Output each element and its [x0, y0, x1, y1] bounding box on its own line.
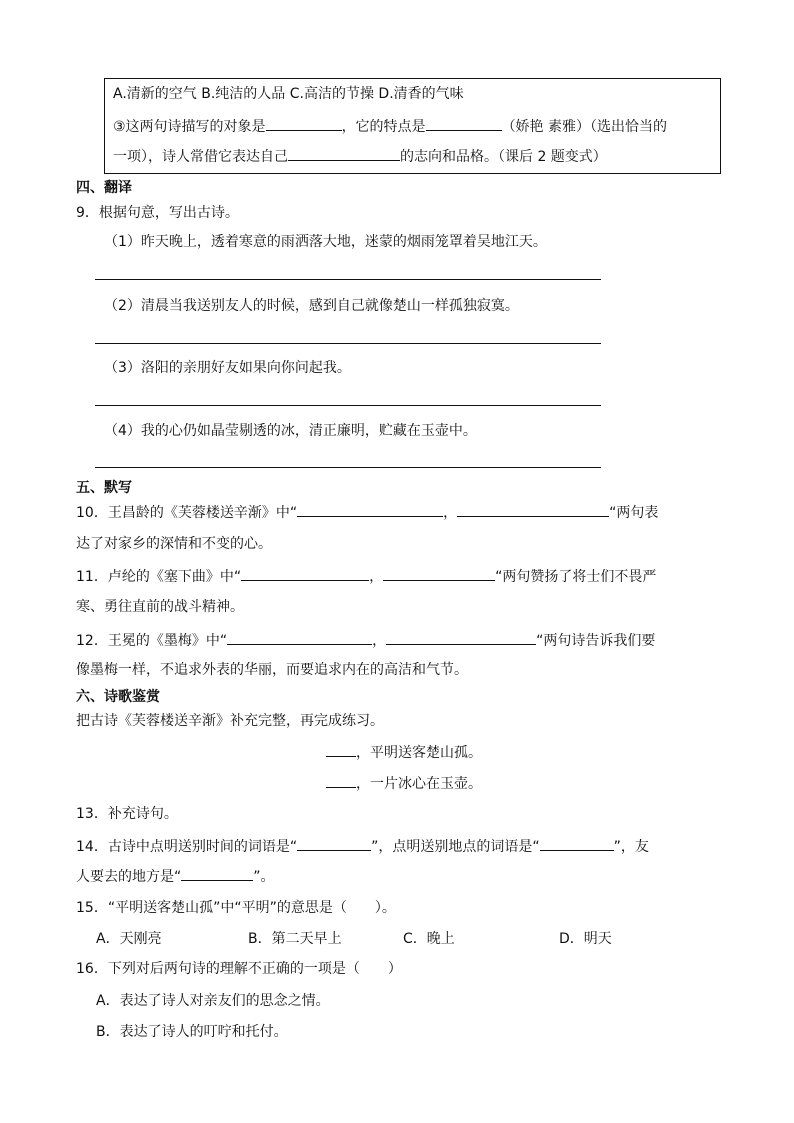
- q9-item-3: （3）洛阳的亲朋好友如果向你问起我。: [104, 360, 351, 376]
- poem-line-2: ，一片冰心在玉壶。: [326, 773, 482, 794]
- answer-line[interactable]: [95, 405, 601, 406]
- blank[interactable]: [426, 116, 502, 131]
- q15-option-c[interactable]: C．晚上: [403, 931, 455, 947]
- blank[interactable]: [227, 630, 372, 645]
- blank[interactable]: [297, 502, 443, 517]
- answer-line[interactable]: [95, 279, 601, 280]
- section-title-appreciation: 六、诗歌鉴赏: [76, 689, 160, 705]
- blank[interactable]: [383, 566, 495, 581]
- question-14-line-1: 14．古诗中点明送别时间的词语是“ ”，点明送别地点的词语是“ ”，友: [76, 836, 649, 857]
- blank[interactable]: [266, 116, 342, 131]
- question-14-line-2: 人要去的地方是“ ”。: [76, 866, 275, 887]
- blank[interactable]: [181, 866, 253, 881]
- options-line: A.清新的空气 B.纯洁的人品 C.高洁的节操 D.清香的气味: [113, 86, 464, 102]
- section6-intro: 把古诗《芙蓉楼送辛渐》补充完整，再完成练习。: [76, 713, 384, 729]
- q9-item-1: （1）昨天晚上，透着寒意的雨洒落大地，迷蒙的烟雨笼罩着吴地江天。: [104, 234, 547, 250]
- question-9: 9．根据句意，写出古诗。: [76, 205, 239, 221]
- q15-option-b[interactable]: B．第二天早上: [248, 931, 342, 947]
- question-13: 13．补充诗句。: [76, 806, 178, 822]
- q16-option-b[interactable]: B．表达了诗人的叮咛和托付。: [96, 1024, 288, 1040]
- q16-option-a[interactable]: A．表达了诗人对亲友们的思念之情。: [96, 993, 330, 1009]
- question-16: 16．下列对后两句诗的理解不正确的一项是（ ）: [76, 961, 402, 977]
- question-12-line-2: 像墨梅一样，不追求外表的华丽，而要追求内在的高洁和气节。: [76, 662, 468, 678]
- blank[interactable]: [540, 836, 614, 851]
- q3-line-2: 一项），诗人常借它表达自己 的志向和品格。（课后 2 题变式）: [113, 146, 607, 167]
- blank[interactable]: [288, 146, 400, 161]
- question-12-line-1: 12．王冕的《墨梅》中“ ， “两句诗告诉我们要: [76, 630, 655, 651]
- q15-option-d[interactable]: D．明天: [559, 931, 612, 947]
- question-15: 15．“平明送客楚山孤”中“平明”的意思是（ ）。: [76, 900, 396, 916]
- blank[interactable]: [241, 566, 369, 581]
- blank[interactable]: [457, 502, 609, 517]
- section-title-translate: 四、翻译: [76, 180, 132, 196]
- q3-line-1: ③这两句诗描写的对象是 ，它的特点是 （娇艳 素雅）（选出恰当的: [113, 116, 667, 137]
- question-11-line-1: 11．卢纶的《塞下曲》中“ ， “两句赞扬了将士们不畏严: [76, 566, 656, 587]
- question-11-line-2: 寒、勇往直前的战斗精神。: [76, 599, 244, 615]
- answer-line[interactable]: [95, 467, 601, 468]
- section-title-dictation: 五、默写: [76, 480, 132, 496]
- blank[interactable]: [386, 630, 536, 645]
- blank[interactable]: [297, 836, 371, 851]
- q9-item-4: （4）我的心仍如晶莹剔透的冰，清正廉明，贮藏在玉壶中。: [104, 423, 477, 439]
- answer-line[interactable]: [95, 343, 601, 344]
- question-10-line-1: 10．王昌龄的《芙蓉楼送辛渐》中“ ， “两句表: [76, 502, 658, 523]
- blank[interactable]: [326, 773, 356, 788]
- q15-option-a[interactable]: A．天刚亮: [96, 931, 162, 947]
- question-10-line-2: 达了对家乡的深情和不变的心。: [76, 536, 272, 552]
- q9-item-2: （2）清晨当我送别友人的时候，感到自己就像楚山一样孤独寂寞。: [104, 298, 519, 314]
- blank[interactable]: [326, 742, 356, 757]
- poem-line-1: ，平明送客楚山孤。: [326, 742, 482, 763]
